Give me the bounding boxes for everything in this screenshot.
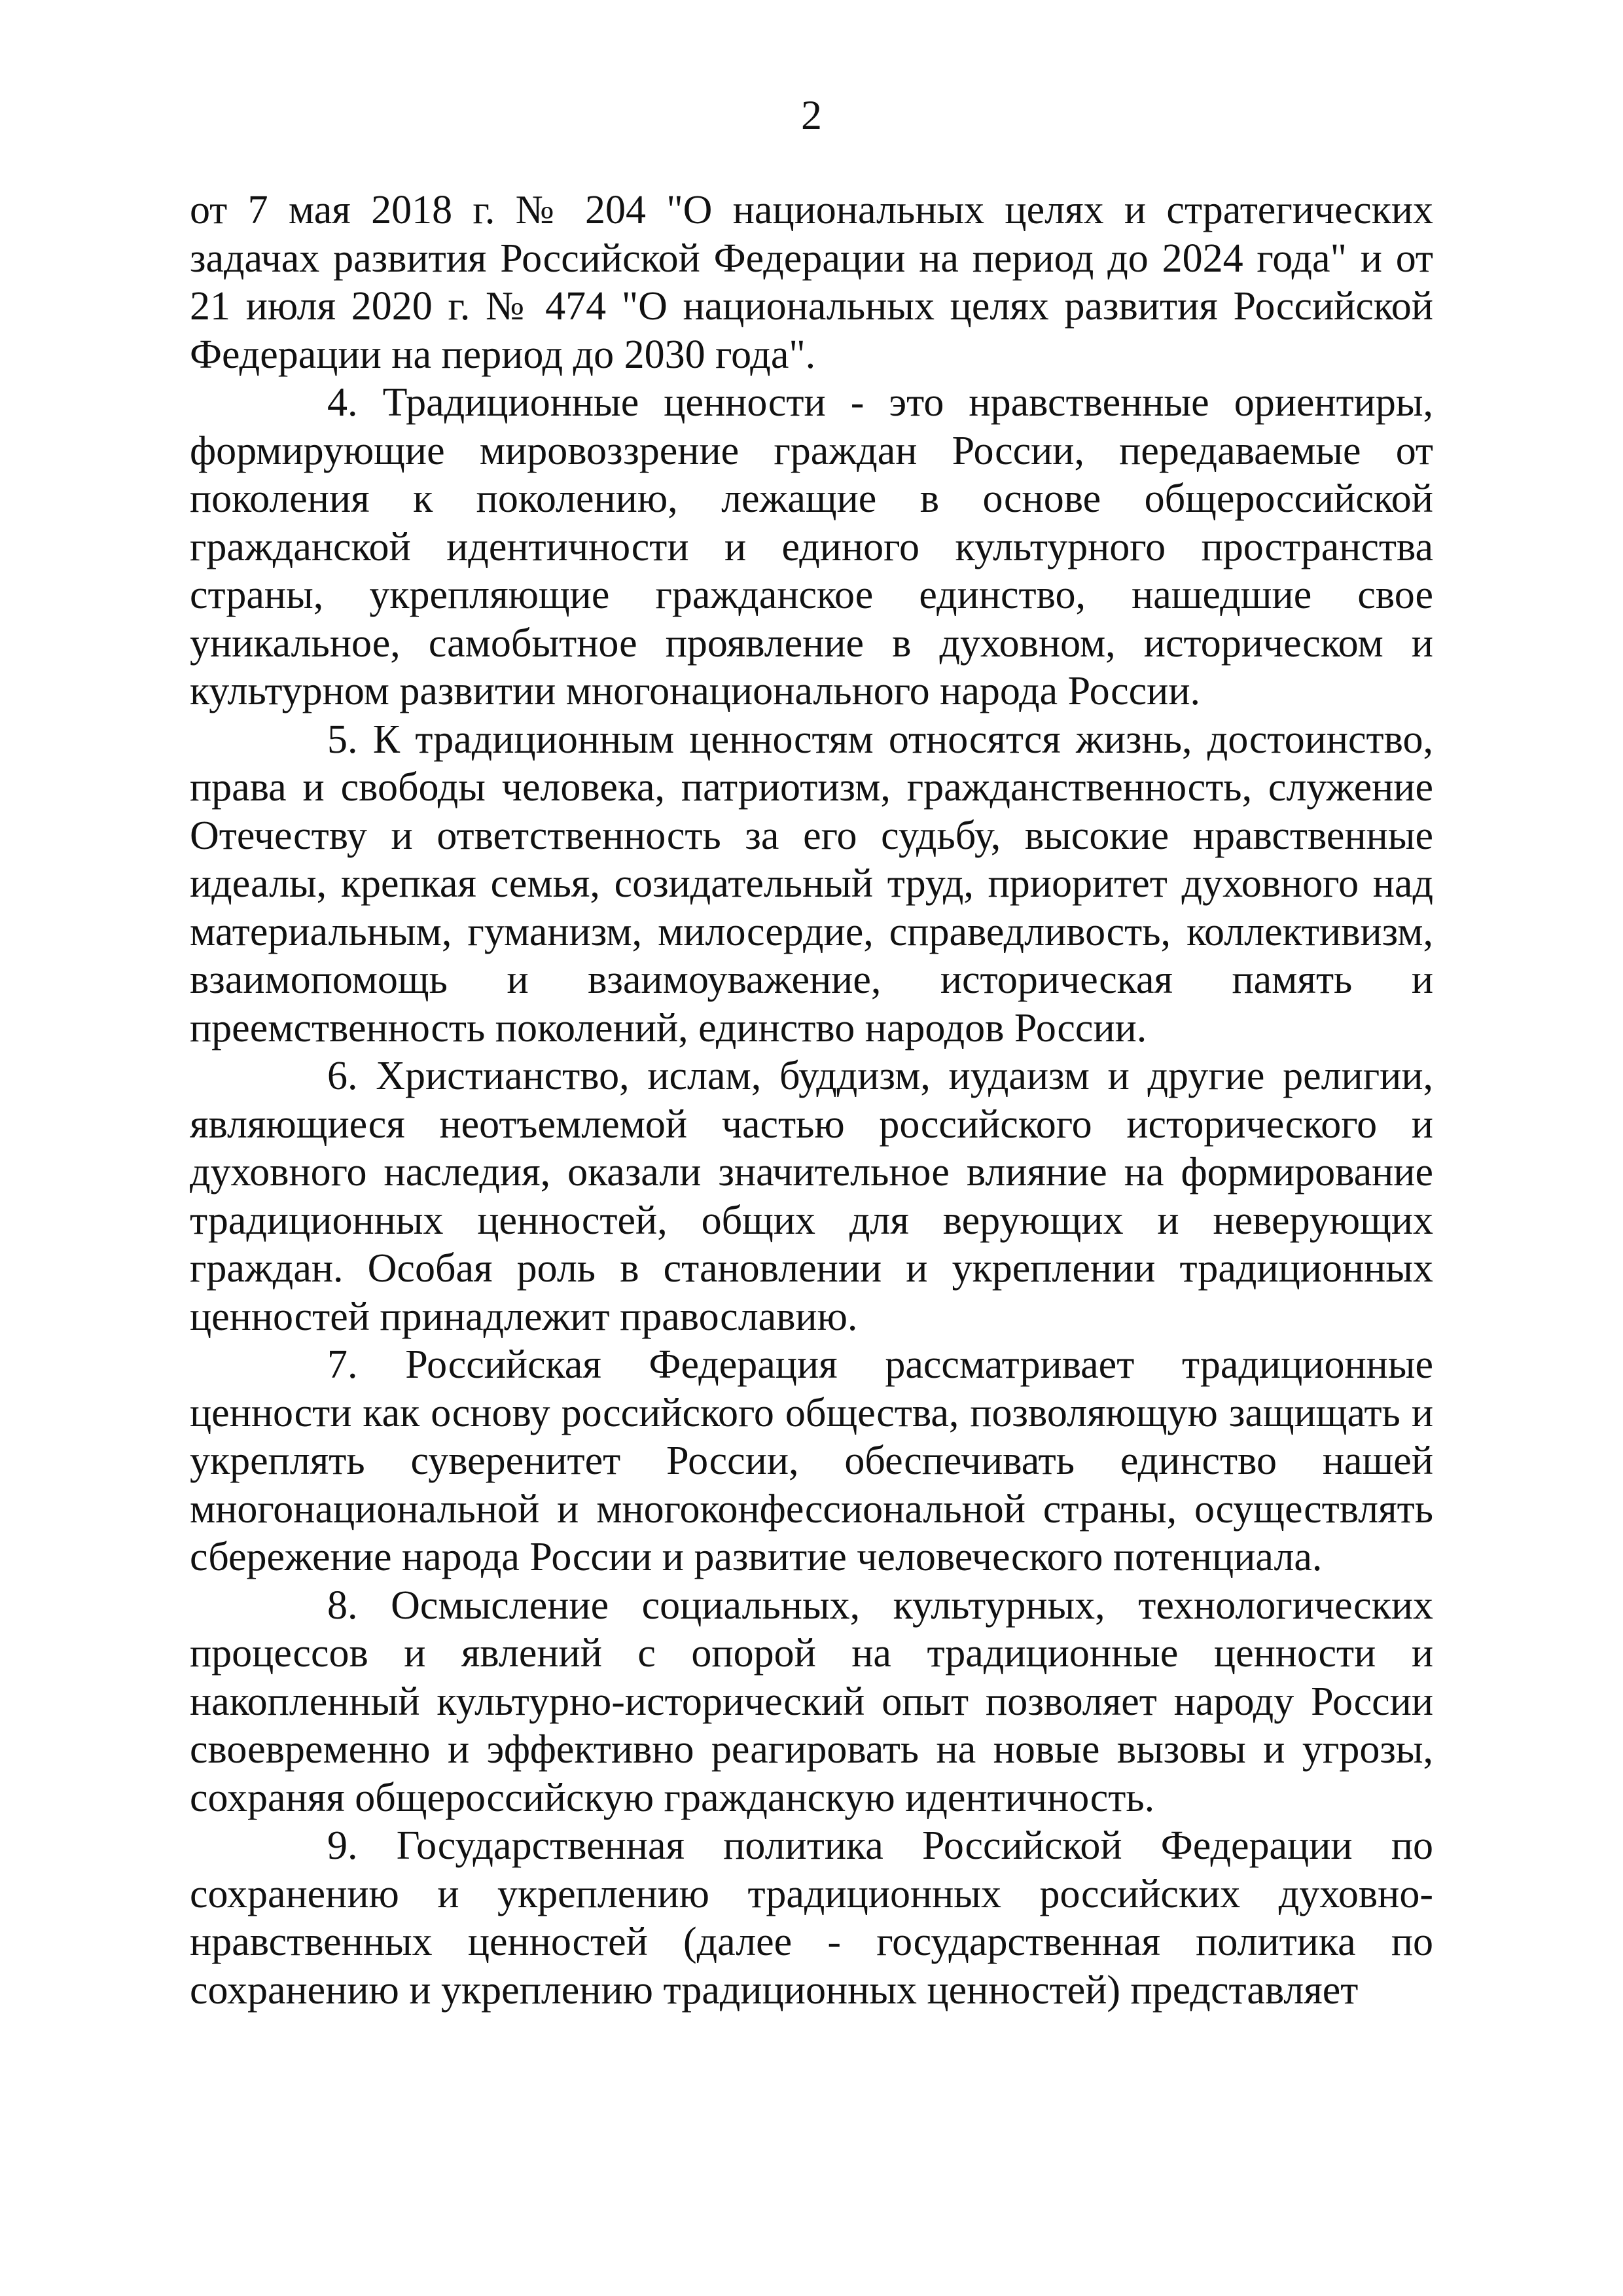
paragraph-7 bbox=[190, 1341, 1433, 1582]
paragraph-4 bbox=[190, 379, 1433, 716]
paragraph-text: Государственная политика Российской Федерации по сохранению и укреплению традиционных российских духовно-нравственных ценностей (далее - государственная политика по сохранению и укреплению традиционных ценностей) представляет bbox=[190, 1823, 1434, 2013]
paragraph-8 bbox=[190, 1582, 1433, 1823]
paragraph-number: 4. bbox=[327, 380, 358, 425]
paragraph-text: К традиционным ценностям относятся жизнь, достоинство, права и свободы человека, патриотизм, гражданственность, служение Отечеству и ответственность за его судьбу, высокие нравственные идеалы, крепкая семья, созидательный труд, приоритет духовного над материальным, гуманизм, милосердие, справедливость, коллективизм, взаимопомощь и взаимоуважение, историческая память и преемственность поколений, единство народов России. bbox=[190, 717, 1433, 1050]
paragraph-5 bbox=[190, 716, 1433, 1053]
paragraph-text: Осмысление социальных, культурных, технологических процессов и явлений с опорой на традиционные ценности и накопленный культурно-исторический опыт позволяет народу России своевременно и эффективно реагировать на новые вызовы и угрозы, сохраняя общероссийскую гражданскую идентичность. bbox=[190, 1583, 1434, 1820]
paragraph-number: 7. bbox=[327, 1342, 358, 1387]
paragraph-text: Российская Федерация рассматривает традиционные ценности как основу российского общества, позволяющую защищать и укреплять суверенитет России, обеспечивать единство нашей многонациональной и многоконфессиональной страны, осуществлять сбережение народа России и развитие человеческого потенциала. bbox=[190, 1342, 1433, 1579]
paragraph-number: 8. bbox=[327, 1583, 358, 1628]
page-number: 2 bbox=[801, 92, 822, 138]
paragraph-number: 6. bbox=[327, 1054, 358, 1098]
document-body bbox=[190, 187, 1433, 2015]
paragraph-9 bbox=[190, 1822, 1433, 2015]
paragraph-continuation bbox=[190, 187, 1433, 379]
paragraph-text: Традиционные ценности - это нравственные ориентиры, формирующие мировоззрение граждан России, передаваемые от поколения к поколению, лежащие в основе общероссийской гражданской идентичности и единого культурного пространства страны, укрепляющие гражданское единство, нашедшие свое уникальное, самобытное проявление в духовном, историческом и культурном развитии многонационального народа России. bbox=[190, 380, 1434, 713]
paragraph-number: 5. bbox=[327, 717, 358, 762]
paragraph-number: 9. bbox=[327, 1823, 358, 1868]
paragraph-text: Христианство, ислам, буддизм, иудаизм и другие религии, являющиеся неотъемлемой частью российского исторического и духовного наследия, оказали значительное влияние на формирование традиционных ценностей, общих для верующих и неверующих граждан. Особая роль в становлении и укреплении традиционных ценностей принадлежит православию. bbox=[190, 1054, 1434, 1339]
paragraph-text: от 7 мая 2018 г. № 204 "О национальных целях и стратегических задачах развития Российской Федерации на период до 2024 года" и от 21 июля 2020 г. № 474 "О национальных целях развития Российской Федерации на период до 2030 года". bbox=[190, 188, 1433, 377]
paragraph-6 bbox=[190, 1052, 1433, 1341]
